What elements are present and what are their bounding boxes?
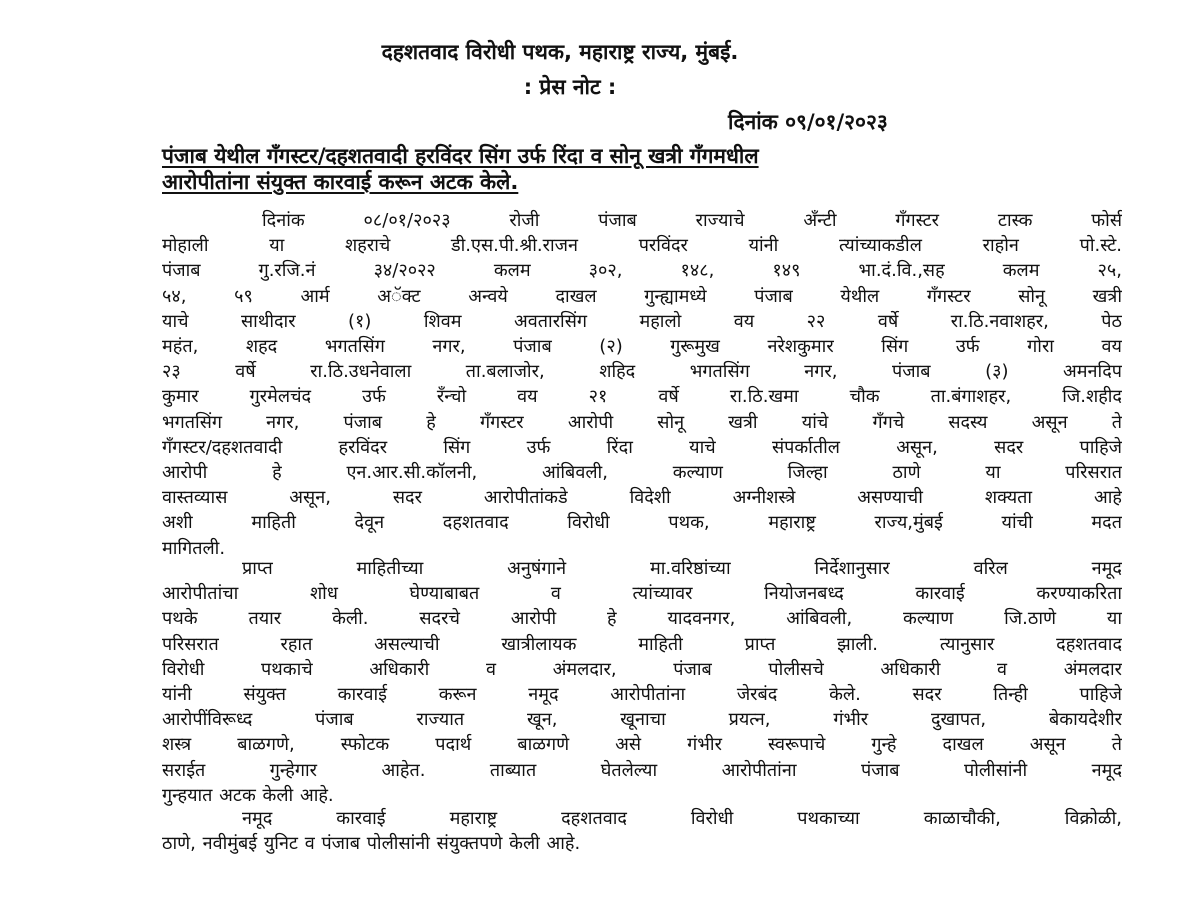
paragraph-line: विरोधी पथकाचे अधिकारी व अंमलदार, पंजाब पोलीसचे अधिकारी व अंमलदार [162,658,1122,680]
paragraph-line: गँगस्टर/दहशतवादी हरविंदर सिंग उर्फ रिंदा याचे संपर्कातील असून, सदर पाहिजे [162,436,1122,458]
paragraph-2 [162,556,1122,808]
subject-line: पंजाब येथील गँगस्टर/दहशतवादी हरविंदर सिंग उर्फ रिंदा व सोनू खत्री गँगमधील [162,144,759,168]
paragraph-line: सराईत गुन्हेगार आहेत. ताब्यात घेतलेल्या आरोपीतांना पंजाब पोलीसांनी नमूद [162,759,1122,781]
paragraph-line: परिसरात रहात असल्याची खात्रीलायक माहिती प्राप्त झाली. त्यानुसार दहशतवाद [162,633,1122,655]
paragraph-line: मागितली. [162,537,226,559]
document-type-heading: : प्रेस नोट : [523,75,617,99]
paragraph-line: याचे साथीदार (१) शिवम अवतारसिंग महालो वय २२ वर्षे रा.ठि.नवाशहर, पेठ [162,310,1122,332]
paragraph-line: शस्त्र बाळगणे, स्फोटक पदार्थ बाळगणे असे गंभीर स्वरूपाचे गुन्हे दाखल असून ते [162,734,1122,756]
paragraph-line: ठाणे, नवीमुंबई युनिट व पंजाब पोलीसांनी संयुक्तपणे केली आहे. [162,833,581,855]
paragraph-line: आरोपी हे एन.आर.सी.कॉलनी, आंबिवली, कल्याण जिल्हा ठाणे या परिसरात [162,462,1122,484]
paragraph-1 [162,208,1122,561]
paragraph-line: अशी माहिती देवून दहशतवाद विरोधी पथक, महाराष्ट्र राज्य,मुंबई यांची मदत [162,512,1122,534]
paragraph-3 [162,806,1122,856]
paragraph-line: यांनी संयुक्त कारवाई करून नमूद आरोपीतांना जेरबंद केले. सदर तिन्ही पाहिजे [162,684,1122,706]
subject-line: आरोपीतांना संयुक्त कारवाई करून अटक केले. [162,170,519,194]
paragraph-line: कुमार गुरमेलचंद उर्फ रँन्चो वय २१ वर्षे रा.ठि.खमा चौक ता.बंगाशहर, जि.शहीद [162,386,1122,408]
paragraph-line: आरोपीतांचा शोध घेण्याबाबत व त्यांच्यावर नियोजनबध्द कारवाई करण्याकरिता [162,583,1122,605]
paragraph-line: आरोपींविरूध्द पंजाब राज्यात खून, खूनाचा प्रयत्न, गंभीर दुखापत, बेकायदेशीर [162,709,1122,731]
paragraph-line: वास्तव्यास असून, सदर आरोपीतांकडे विदेशी अग्नीशस्त्रे असण्याची शक्यता आहे [162,487,1122,509]
paragraph-line: नमूद कारवाई महाराष्ट्र दहशतवाद विरोधी पथकाच्या काळाचौकी, विक्रोळी, [242,808,1122,829]
paragraph-line: गुन्हयात अटक केली आहे. [162,784,334,806]
paragraph-line: महंत, शहद भगतसिंग नगर, पंजाब (२) गुरूमुख नरेशकुमार सिंग उर्फ गोरा वय [162,336,1122,358]
paragraph-line: पथके तयार केली. सदरचे आरोपी हे यादवनगर, आंबिवली, कल्याण जि.ठाणे या [162,608,1122,630]
paragraph-line: पंजाब गु.रजि.नं ३४/२०२२ कलम ३०२, १४८, १४९ भा.दं.वि.,सह कलम २५, [162,260,1122,282]
paragraph-line: भगतसिंग नगर, पंजाब हे गँगस्टर आरोपी सोनू खत्री यांचे गँगचे सदस्य असून ते [162,411,1122,433]
paragraph-line: ५४, ५९ आर्म अॅक्ट अन्वये दाखल गुन्ह्यामध्ये पंजाब येथील गँगस्टर सोनू खत्री [162,285,1122,307]
paragraph-line: दिनांक ०८/०१/२०२३ रोजी पंजाब राज्याचे अँन्टी गँगस्टर टास्क फोर्स [262,210,1122,231]
subject-heading [162,143,1122,195]
paragraph-line: प्राप्त माहितीच्या अनुषंगाने मा.वरिष्ठांच्या निर्देशानुसार वरिल नमूद [242,558,1122,579]
paragraph-line: २३ वर्षे रा.ठि.उधनेवाला ता.बलाजोर, शहिद भगतसिंग नगर, पंजाब (३) अमनदिप [162,361,1122,383]
document-date: दिनांक ०९/०१/२०२३ [728,110,888,134]
paragraph-line: मोहाली या शहराचे डी.एस.पी.श्री.राजन परविंदर यांनी त्यांच्याकडील राहोन पो.स्टे. [162,235,1122,257]
office-heading: दहशतवाद विरोधी पथक, महाराष्ट्र राज्य, मुंबई. [381,40,739,64]
